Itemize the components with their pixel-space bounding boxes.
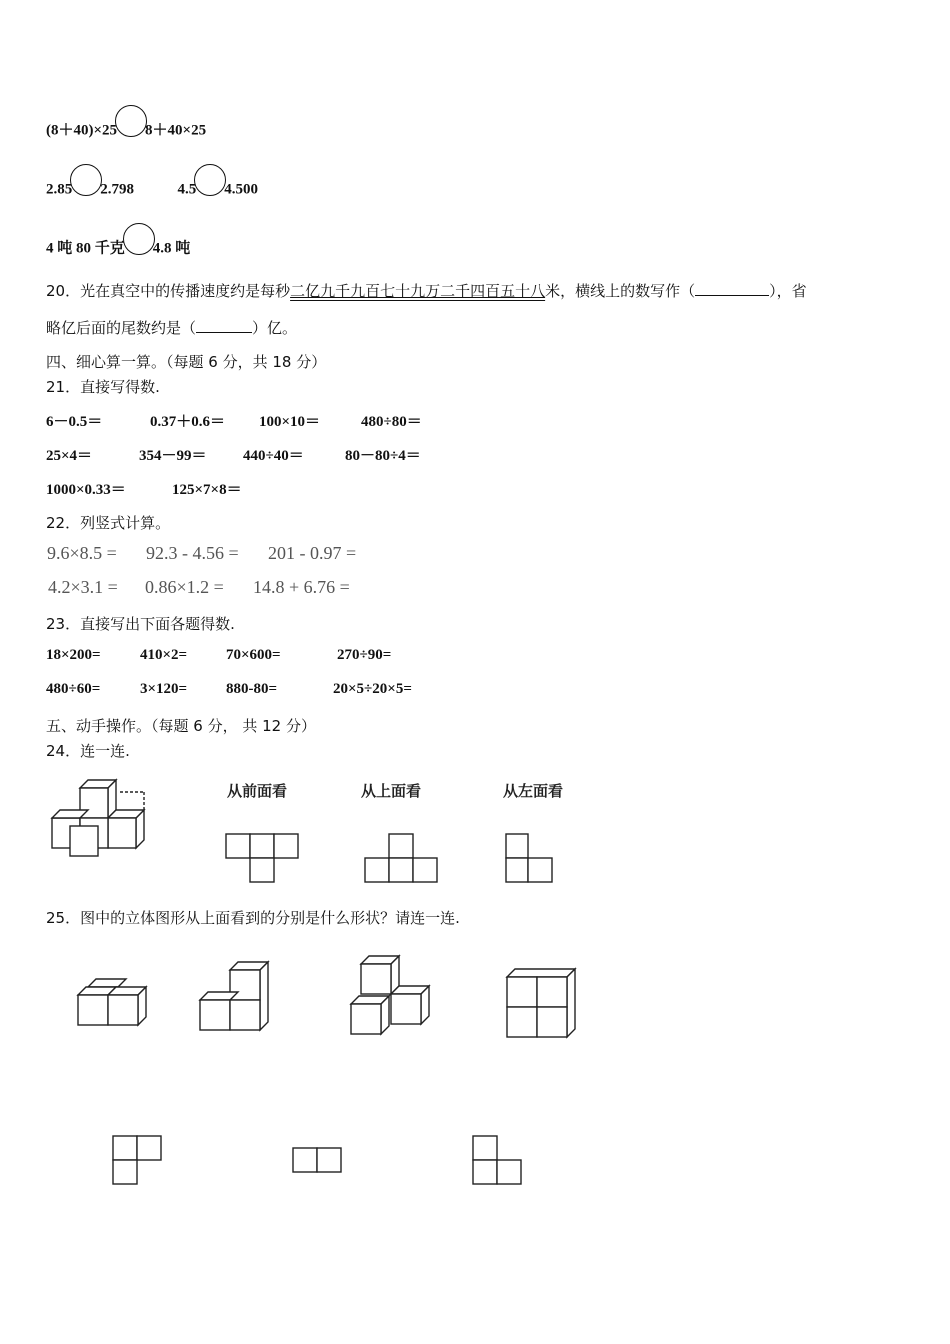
q23-title: 23．直接写出下面各题得数. (46, 615, 235, 633)
q21-item: 0.37＋0.6＝ (150, 414, 226, 430)
compare-row3-left: 4 吨 80 千克 (46, 240, 125, 257)
q24-label-top: 从上面看 (361, 782, 422, 800)
q22-item: 4.2×3.1 = (48, 577, 118, 597)
q20-line-2 (46, 317, 297, 338)
q22-item: 9.6×8.5 = (47, 543, 117, 563)
q21-item: 1000×0.33＝ (46, 482, 126, 498)
compare-circle-4[interactable] (123, 223, 155, 255)
q25-solid-4 (503, 965, 579, 1041)
q24-cube-figure (50, 778, 160, 858)
q21-item: 440÷40＝ (243, 448, 304, 464)
section-5-title: 五、动手操作。（每题 6 分， 共 12 分） (46, 717, 316, 735)
q20-answer-blank-1[interactable] (695, 295, 769, 296)
q21-item: 480÷80＝ (361, 414, 422, 430)
q24-label-left: 从左面看 (503, 782, 564, 800)
q20-prefix: 20．光在真空中的传播速度约是每秒 (46, 282, 291, 300)
compare-row2a-right: 2.798 (100, 181, 134, 198)
q23-item: 3×120= (140, 681, 188, 697)
q21-item: 6－0.5＝ (46, 414, 103, 430)
q25-top-view-2 (291, 1146, 345, 1174)
compare-row-2 (46, 174, 258, 206)
q20-suffix2: ），省 (769, 282, 807, 300)
compare-row2a-left: 2.85 (46, 181, 73, 198)
q25-solid-3 (349, 952, 435, 1036)
section-4-title: 四、细心算一算。（每题 6 分，共 18 分） (46, 353, 327, 371)
compare-circle-1[interactable] (115, 105, 147, 137)
q23-item: 270÷90= (337, 647, 392, 663)
q25-solid-1 (76, 975, 152, 1031)
q24-view-front (224, 832, 300, 882)
q20-line2-prefix: 略亿后面的尾数约是（ (46, 319, 197, 337)
compare-row1-left: (8＋40)×25 (46, 122, 118, 139)
q20-underlined-number: 二亿九千九百七十九万二千四百五十八 (290, 282, 546, 300)
q25-top-view-3 (471, 1134, 525, 1186)
compare-circle-2[interactable] (70, 164, 102, 196)
compare-row1-right: 8＋40×25 (145, 122, 207, 139)
q25-top-view-1 (111, 1134, 165, 1186)
q20-line2-suffix: ）亿。 (252, 319, 298, 337)
q22-title: 22．列竖式计算。 (46, 514, 171, 532)
q23-item: 70×600= (226, 647, 281, 663)
q24-label-front: 从前面看 (227, 782, 288, 800)
q20-suffix1: 米，横线上的数写作（ (545, 282, 696, 300)
q24-view-left (504, 832, 556, 884)
compare-row-1 (46, 115, 206, 147)
compare-row2b-right: 4.500 (224, 181, 258, 198)
q25-title: 25．图中的立体图形从上面看到的分别是什么形状？请连一连. (46, 909, 460, 927)
compare-row3-right: 4.8 吨 (152, 240, 191, 257)
q22-item: 92.3 - 4.56 = (146, 543, 239, 563)
q21-item: 25×4＝ (46, 448, 93, 464)
q23-item: 20×5÷20×5= (333, 681, 412, 697)
q22-item: 201 - 0.97 = (268, 543, 357, 563)
q21-title: 21．直接写得数. (46, 378, 160, 396)
q23-item: 880-80= (226, 681, 278, 697)
q24-view-top (363, 832, 439, 884)
q21-item: 354－99＝ (139, 448, 207, 464)
q22-item: 0.86×1.2 = (145, 577, 224, 597)
q24-title: 24．连一连. (46, 742, 130, 760)
q22-item: 14.8 + 6.76 = (253, 577, 350, 597)
q23-item: 480÷60= (46, 681, 101, 697)
q23-item: 410×2= (140, 647, 188, 663)
compare-row2b-left: 4.5 (177, 181, 197, 198)
q20-answer-blank-2[interactable] (196, 332, 252, 333)
compare-circle-3[interactable] (194, 164, 226, 196)
compare-row-3 (46, 233, 190, 265)
q21-item: 80－80÷4＝ (345, 448, 421, 464)
q20-line-1 (46, 280, 807, 301)
q25-solid-2 (198, 958, 272, 1034)
q21-item: 100×10＝ (259, 414, 321, 430)
q23-item: 18×200= (46, 647, 101, 663)
q21-item: 125×7×8＝ (172, 482, 242, 498)
